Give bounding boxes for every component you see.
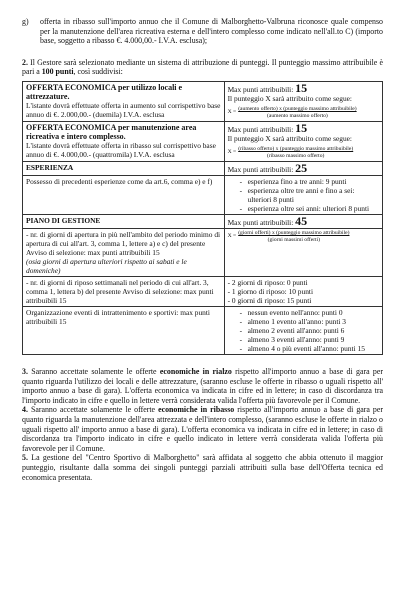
assign-text: Il punteggio X sarà attribuito come segue: xyxy=(227,93,352,103)
list-item: - 0 giorni di riposo: 15 punti xyxy=(227,295,312,305)
paragraph-text: Saranno accettate solamente le offerte xyxy=(30,405,156,415)
criterion-body: L'istante dovrà effettuate offerta in ribasso sul corrispettivo base annuo di €. 4.000,00.- (quattromila) I.V.A. esclusa xyxy=(26,140,216,159)
table-row-esperienza xyxy=(23,175,383,214)
max-value: 15 xyxy=(295,80,308,95)
criterion-title: OFFERTA ECONOMICA per manutenzione area ricreativa e intero complesso. xyxy=(26,122,197,141)
formula-lhs: X = xyxy=(227,109,237,116)
item-label: g) xyxy=(22,17,29,26)
formula-lhs: X = xyxy=(227,149,237,156)
formula-denominator: (aumento massimo offerto) xyxy=(267,112,328,119)
criterion-title: PIANO DI GESTIONE xyxy=(23,214,225,228)
max-label: Max punti attribuibili: xyxy=(227,124,294,134)
criterion-cell xyxy=(23,228,225,276)
points-cell xyxy=(224,81,382,121)
max-label: Max punti attribuibili: xyxy=(227,164,294,174)
list-item: - esperienza oltre sei anni: ulteriori 8 punti xyxy=(242,204,379,213)
criterion-title: ESPERIENZA xyxy=(23,161,225,175)
list-item: - 1 giorno di riposo: 10 punti xyxy=(227,286,313,296)
section-2-intro xyxy=(22,58,383,77)
max-value: 45 xyxy=(295,213,308,228)
table-row-eventi xyxy=(23,306,383,354)
scoring-table xyxy=(22,81,383,355)
points-cell xyxy=(224,161,382,175)
table-row-offerta-manutenzione xyxy=(23,121,383,161)
criterion-title: OFFERTA ECONOMICA per utilizzo locali e attrezzature. xyxy=(26,82,183,101)
list-item: - almeno 1 evento all'anno: punti 3 xyxy=(242,317,379,326)
paragraph-number: 5. xyxy=(22,453,28,463)
paragraph-3 xyxy=(22,367,383,405)
criterion-body: - nr. di giorni di riposo settimanali nel periodo di cui all'art. 3, comma 1, lettera b) del presente Avviso di selezione: max punti attribuibili 15 xyxy=(23,276,225,306)
item-text: offerta in ribasso sull'importo annuo che il Comune di Malborghetto-Valbruna riconosce quale compenso per la manutenzione dell'area ricreativa esterna e dell'intero complesso come indicato nell'all.to C) (importo base, soggetto a ribasso €. 4.000,00.- I.V.A. esclusa); xyxy=(40,17,383,46)
section-text: Il Gestore sarà selezionato mediante un sistema di attribuzione di punteggi. Il punteggio massimo attribuibile è pari a xyxy=(22,57,383,77)
criterion-body: L'istante dovrà effettuate offerta in aumento sul corrispettivo base annuo di €. 2.000,00.- (duemila) I.V.A. esclusa xyxy=(26,100,221,119)
table-row-giorni-riposo xyxy=(23,276,383,306)
formula-numerator: (ribasso offerto) x (punteggio massimo attribuibile) xyxy=(238,145,354,152)
formula-denominator: (giorni massimi offerti) xyxy=(267,236,321,243)
paragraph-number: 3. xyxy=(22,366,28,376)
paragraph-text: La gestione del "Centro Sportivo di Malborghetto" sarà affidata al soggetto che abbia ottenuto il maggior punteggio, risultante dalla somma dei singoli punteggi parziali attribuiti sulla base dell'Offerta tecnica ed economica presentata. xyxy=(22,453,383,482)
criterion-body: Organizzazione eventi di intrattenimento e sportivi: max punti attribuibili 15 xyxy=(23,306,225,354)
table-row-offerta-locali xyxy=(23,81,383,121)
formula-numerator: (aumento offerto) x (punteggio massimo attribuibile) xyxy=(238,105,357,112)
paragraph-emphasis: economiche in rialzo xyxy=(159,366,232,376)
max-points: 100 punti xyxy=(41,67,74,77)
table-row-piano-header xyxy=(23,214,383,228)
list-item: - almeno 4 o più eventi all'anno: punti 15 xyxy=(242,344,379,353)
criterion-body: - nr. di giorni di apertura in più nell'ambito del periodo minimo di apertura di cui all'art. 3, comma 1, lettere a) e c) del presente Avviso di selezione: max punti attribuibili 15 xyxy=(26,229,221,257)
max-value: 25 xyxy=(295,160,308,175)
max-label: Max punti attribuibili: xyxy=(227,217,294,227)
points-cell xyxy=(224,228,382,276)
formula xyxy=(228,106,379,120)
paragraph-number: 4. xyxy=(22,405,28,415)
max-label: Max punti attribuibili: xyxy=(227,84,294,94)
max-value: 15 xyxy=(295,120,308,135)
events-list xyxy=(228,308,379,353)
section-number: 2. xyxy=(22,57,28,67)
points-cell xyxy=(224,214,382,228)
criterion-cell xyxy=(23,121,225,161)
criterion-body: Possesso di precedenti esperienze come da art.6, comma e) e f) xyxy=(23,175,225,214)
points-cell xyxy=(224,306,382,354)
paragraph-text-tail: rispetto all'importo annuo a base di gara per quanto riguarda l'utilizzo dei locali e delle attrezzature, (saranno escluse le offerte in ribasso o uguali rispetto all' importo annuo a base di gara). L'offerta economica va indicata in cifre ed in lettere; in caso di discordanza tra l'importo indicato in cifre e quello in lettere verrà considerata valida l'offerta più favorevole per il Comune. xyxy=(22,366,383,405)
paragraph-text: Saranno accettate solamente le offerte xyxy=(31,366,157,376)
list-item: - nessun evento nell'anno: punti 0 xyxy=(242,308,379,317)
table-row-giorni-apertura xyxy=(23,228,383,276)
list-item-g xyxy=(22,17,383,46)
experience-list xyxy=(228,177,379,213)
list-item: - almeno 3 eventi all'anno: punti 9 xyxy=(242,335,379,344)
list-item: - almeno 2 eventi all'anno: punti 6 xyxy=(242,326,379,335)
paragraph-text-tail: rispetto all'importo annuo a base di gara per quanto riguarda la manutenzione dell'area attrezzata e dell'intero complesso, (saranno escluse le offerte in rialzo o uguali rispetto all' importo annuo a base di gara). L'offerta economica va indicata in cifre ed in lettere; in caso di discordanza tra l'importo indicato in cifre e quello indicato in lettere verrà considerata valida l'offerta più favorevole per il Comune. xyxy=(22,405,383,453)
list-item: - 2 giorni di riposo: 0 punti xyxy=(227,277,308,287)
table-row-esperienza-header xyxy=(23,161,383,175)
paragraph-4 xyxy=(22,405,383,453)
paragraph-emphasis: economiche in ribasso xyxy=(158,405,235,415)
assign-text: Il punteggio X sarà attribuito come segue: xyxy=(227,133,352,143)
formula-numerator: (giorni offerti) x (punteggio massimo attribuibile) xyxy=(238,229,350,236)
criterion-note: (osia giorni di apertura ulteriori rispetto ai sabati e le domeniche) xyxy=(26,256,187,275)
criterion-cell xyxy=(23,81,225,121)
points-cell xyxy=(224,276,382,306)
formula-denominator: (ribasso massimo offerto) xyxy=(267,152,325,159)
list-item: - esperienza fino a tre anni: 9 punti xyxy=(242,177,379,186)
paragraph-5 xyxy=(22,453,383,482)
formula xyxy=(228,146,379,160)
points-cell xyxy=(224,121,382,161)
list-item: - esperienza oltre tre anni e fino a sei: ulteriori 8 punti xyxy=(242,186,379,204)
formula xyxy=(228,230,379,244)
section-text-tail: , così suddivisi: xyxy=(73,67,123,77)
points-cell xyxy=(224,175,382,214)
formula-lhs: X = xyxy=(227,233,237,240)
